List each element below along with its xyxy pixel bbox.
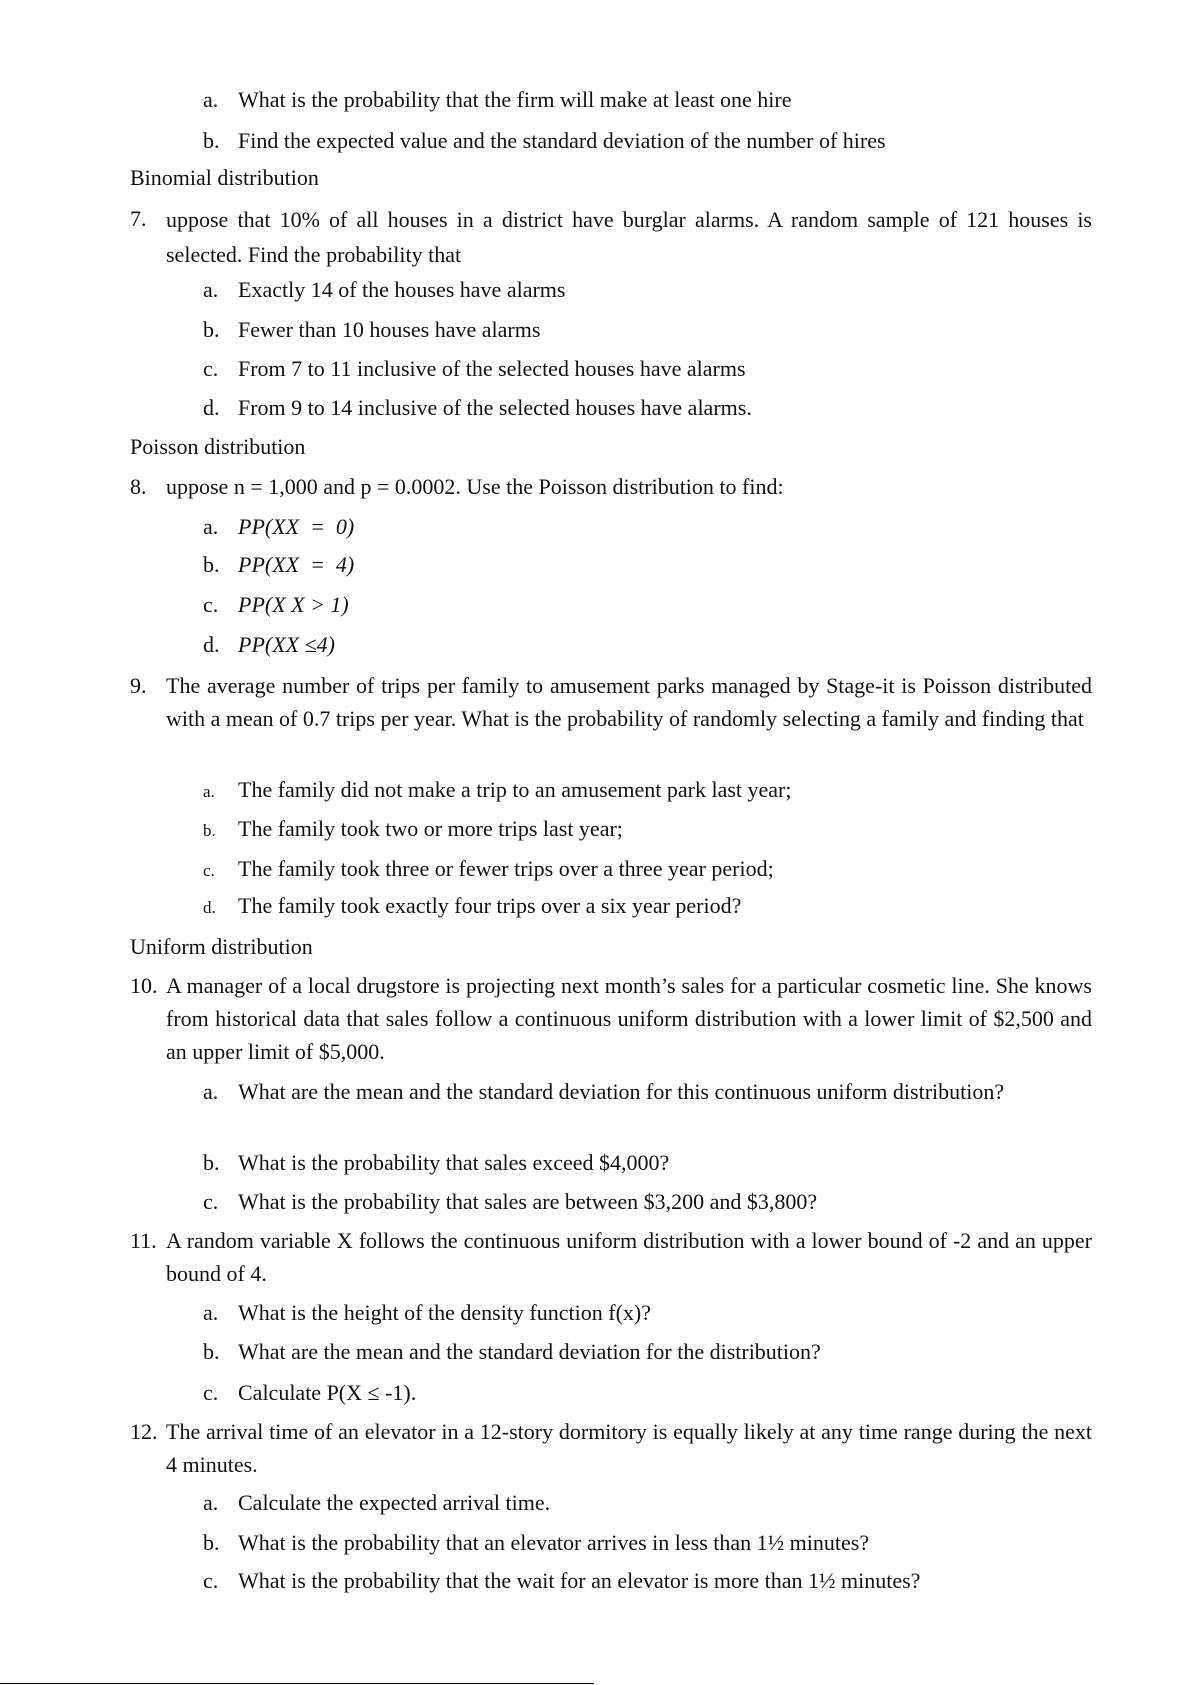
q7-item-d: d. From 9 to 14 inclusive of the selected houses have alarms. (203, 395, 752, 420)
q6-item-a: a. What is the probability that the firm will make at least one hire (203, 87, 792, 112)
q8-item-d: d. PP(XX ≤4) (203, 632, 335, 657)
q9-item-a: a. The family did not make a trip to an amusement park last year; (203, 777, 792, 802)
q12-item-b: b. What is the probability that an elevator arrives in less than 1½ minutes? (203, 1530, 870, 1555)
q10-item-c: c. What is the probability that sales are between $3,200 and $3,800? (203, 1189, 818, 1214)
footnote-separator (0, 1683, 594, 1684)
q9-item-c: c. The family took three or fewer trips over a three year period; (203, 856, 774, 881)
q11-item-a: a. What is the height of the density function f(x)? (203, 1300, 651, 1325)
q11-item-c: c. Calculate P(X ≤ -1). (203, 1380, 417, 1405)
section-heading-uniform: Uniform distribution (130, 934, 313, 959)
q11-item-b: b. What are the mean and the standard deviation for the distribution? (203, 1339, 821, 1364)
q7-item-a: a. Exactly 14 of the houses have alarms (203, 277, 566, 302)
q8-item-b: b. PP(XX = 4) (203, 552, 355, 577)
q6-item-b: b. Find the expected value and the standard deviation of the number of hires (203, 128, 886, 153)
q9-item-d: d. The family took exactly four trips over a six year period? (203, 893, 742, 918)
q7-item-c: c. From 7 to 11 inclusive of the selected houses have alarms (203, 356, 746, 381)
section-heading-poisson: Poisson distribution (130, 434, 306, 459)
q9-item-b: b. The family took two or more trips last year; (203, 816, 623, 841)
q12-item-a: a. Calculate the expected arrival time. (203, 1490, 551, 1515)
section-heading-binomial: Binomial distribution (130, 165, 319, 190)
q8-item-a: a. PP(XX = 0) (203, 514, 355, 539)
q10-item-a: a. What are the mean and the standard deviation for this continuous uniform distribution? (203, 1079, 1005, 1104)
q8-item-c: c. PP(X X > 1) (203, 592, 349, 617)
q10-item-b: b. What is the probability that sales exceed $4,000? (203, 1150, 670, 1175)
q12-item-c: c. What is the probability that the wait for an elevator is more than 1½ minutes? (203, 1568, 921, 1593)
q7-item-b: b. Fewer than 10 houses have alarms (203, 317, 541, 342)
